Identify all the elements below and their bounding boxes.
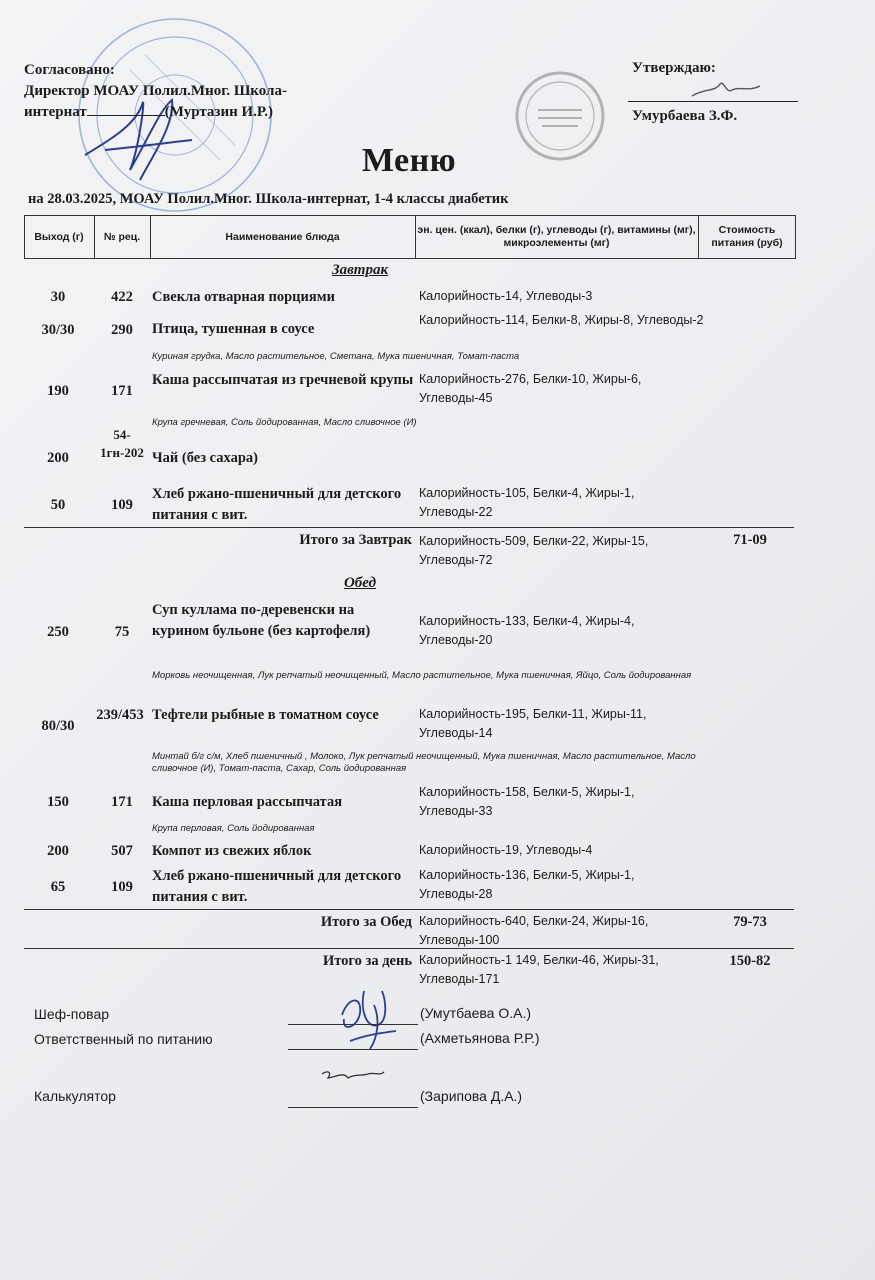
- day-total-price: 150-82: [729, 953, 771, 969]
- row-out: 150: [47, 794, 69, 810]
- section-title-breakfast: Завтрак: [331, 262, 389, 278]
- row-dish-name: Каша перловая рассыпчатая: [152, 794, 343, 810]
- row-recipe: 239/453: [96, 707, 144, 723]
- row-nutrition: Калорийность-133, Белки-4, Жиры-4, Углеводы-20: [419, 614, 635, 647]
- row-recipe: 171: [111, 383, 133, 399]
- total-price: 79-73: [733, 914, 767, 930]
- approve-name: Умурбаева З.Ф.: [632, 108, 738, 124]
- signature-role: Калькулятор: [34, 1088, 116, 1104]
- row-nutrition: Калорийность-114, Белки-8, Жиры-8, Углеводы-2: [419, 313, 704, 327]
- row-out: 250: [47, 624, 69, 640]
- signature-blank: [87, 115, 165, 116]
- signature-line: [288, 1024, 418, 1025]
- row-dish-name: Свекла отварная порциями: [152, 289, 335, 305]
- col-divider: [150, 215, 151, 259]
- row-out: 190: [47, 383, 69, 399]
- director-name: (Муртазин И.Р.): [164, 104, 273, 120]
- row-nutrition: Калорийность-158, Белки-5, Жиры-1, Углеводы-33: [419, 785, 635, 818]
- row-recipe: 109: [111, 879, 133, 895]
- divider: [24, 527, 794, 528]
- col-header-out: Выход (г): [34, 230, 84, 243]
- page-subtitle: на 28.03.2025, МОАУ Полил.Мног. Школа-интернат, 1-4 классы диабетик: [28, 191, 509, 207]
- row-dish-name: Суп куллама по-деревенски на курином бульоне (без картофеля): [152, 602, 371, 639]
- total-nutrition: Калорийность-640, Белки-24, Жиры-16, Углеводы-100: [419, 914, 649, 947]
- row-recipe: 171: [111, 794, 133, 810]
- approve-signature-icon: [690, 78, 770, 103]
- row-nutrition: Калорийность-195, Белки-11, Жиры-11, Углеводы-14: [419, 707, 647, 740]
- row-nutrition: Калорийность-14, Углеводы-3: [419, 289, 593, 303]
- signature-line: [288, 1107, 418, 1108]
- page-title: Меню: [361, 142, 457, 179]
- section-title-lunch: Обед: [343, 575, 377, 591]
- row-ingredients: Крупа гречневая, Соль йодированная, Масло сливочное (И): [152, 417, 417, 428]
- row-dish-name: Хлеб ржано-пшеничный для детского питания с вит.: [152, 486, 402, 523]
- row-recipe: 290: [111, 322, 133, 338]
- total-label: Итого за Обед: [320, 914, 412, 930]
- col-header-rec: № рец.: [103, 230, 141, 243]
- row-recipe: 54-1гн-202: [100, 427, 144, 460]
- row-dish-name: Компот из свежих яблок: [152, 843, 312, 859]
- row-out: 30/30: [41, 322, 75, 338]
- row-ingredients: Минтай б/г с/м, Хлеб пшеничный , Молоко, Лук репчатый неочищенный, Мука пшеничная, Масло растительное, Масло сливочное (И), Томат-паста, Сахар, Соль йодированная: [152, 751, 696, 774]
- signature-name: (Зарипова Д.А.): [420, 1088, 523, 1104]
- row-recipe: 507: [111, 843, 133, 859]
- col-divider: [698, 215, 699, 259]
- row-nutrition: Калорийность-276, Белки-10, Жиры-6, Углеводы-45: [419, 372, 642, 405]
- col-header-price: Стоимость питания (руб): [711, 224, 783, 249]
- approve-signature-line: [628, 101, 798, 102]
- row-out: 50: [50, 497, 66, 513]
- total-label: Итого за Завтрак: [299, 532, 412, 548]
- row-ingredients: Крупа перловая, Соль йодированная: [152, 823, 315, 834]
- row-out: 80/30: [41, 718, 75, 734]
- signature-role: Ответственный по питанию: [34, 1031, 213, 1047]
- row-recipe: 109: [111, 497, 133, 513]
- row-out: 200: [47, 450, 69, 466]
- col-header-name: Наименование блюда: [225, 230, 340, 243]
- row-dish-name: Чай (без сахара): [152, 450, 258, 466]
- row-nutrition: Калорийность-105, Белки-4, Жиры-1, Углеводы-22: [419, 486, 635, 519]
- row-dish-name: Тефтели рыбные в томатном соусе: [152, 707, 379, 723]
- row-ingredients: Морковь неочищенная, Лук репчатый неочищенный, Масло растительное, Мука пшеничная, Яйцо, Соль йодированная: [152, 670, 692, 681]
- agreed-block: [24, 60, 287, 123]
- row-out: 65: [50, 879, 66, 895]
- day-total-label: Итого за день: [322, 953, 412, 969]
- divider: [24, 948, 794, 949]
- row-nutrition: Калорийность-19, Углеводы-4: [419, 843, 593, 857]
- total-nutrition: Калорийность-509, Белки-22, Жиры-15, Углеводы-72: [419, 534, 649, 567]
- row-nutrition: Калорийность-136, Белки-5, Жиры-1, Углеводы-28: [419, 868, 635, 901]
- row-recipe: 422: [111, 289, 133, 305]
- chef-signature-icon: [330, 985, 400, 1053]
- signature-line: [288, 1049, 418, 1050]
- calculator-signature-icon: [318, 1066, 388, 1088]
- row-ingredients: Куриная грудка, Масло растительное, Сметана, Мука пшеничная, Томат-паста: [152, 351, 520, 362]
- day-total-nutrition: Калорийность-1 149, Белки-46, Жиры-31, Углеводы-171: [419, 953, 659, 986]
- col-divider: [94, 215, 95, 259]
- agreed-line2-prefix: интернат: [24, 104, 87, 120]
- signature-name: (Ахметьянова Р.Р.): [420, 1030, 540, 1046]
- row-dish-name: Каша рассыпчатая из гречневой крупы: [152, 372, 414, 388]
- agreed-label: Согласовано:: [24, 62, 115, 78]
- divider: [24, 909, 794, 910]
- signature-role: Шеф-повар: [34, 1006, 110, 1022]
- row-recipe: 75: [114, 624, 130, 640]
- col-divider: [415, 215, 416, 259]
- total-price: 71-09: [733, 532, 767, 548]
- col-header-nut: эн. цен. (ккал), белки (г), углеводы (г), витамины (мг), микроэлементы (мг): [417, 224, 696, 249]
- signature-name: (Умутбаева О.А.): [420, 1005, 532, 1021]
- agreed-line1: Директор МОАУ Полил.Мног. Школа-: [24, 83, 287, 99]
- agreed-line2: [24, 102, 287, 123]
- row-dish-name: Хлеб ржано-пшеничный для детского питания с вит.: [152, 868, 402, 905]
- row-out: 30: [50, 289, 66, 305]
- row-dish-name: Птица, тушенная в соусе: [152, 321, 315, 337]
- row-out: 200: [47, 843, 69, 859]
- approve-label: Утверждаю:: [632, 60, 716, 76]
